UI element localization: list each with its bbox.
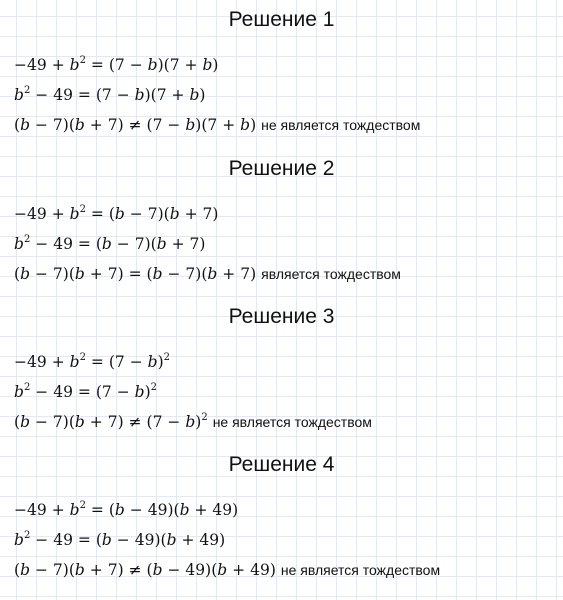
equation-math: $-49 + b^2 = (b - 7)(b + 7)$ — [14, 204, 219, 223]
equation-math: $-49 + b^2 = (7 - b)^2$ — [14, 352, 170, 371]
solution-heading: Решение 4 — [228, 453, 335, 476]
equation-line — [14, 85, 205, 105]
equation-math: $-49 + b^2 = (b - 49)(b + 49)$ — [14, 500, 239, 519]
solution-heading: Решение 1 — [228, 8, 335, 31]
equation-line — [14, 352, 170, 372]
equation-line — [14, 412, 372, 432]
equation-line — [14, 115, 420, 135]
equation-math: $(b - 7)(b + 7) \ne (7 - b)^2$ — [14, 412, 208, 431]
equation-math: (b − 7)(b + 7) ≠ (7 − b)(7 + b) — [14, 116, 257, 134]
equation-line — [14, 264, 401, 284]
equation-line — [14, 382, 157, 402]
equation-line — [14, 530, 225, 550]
equation-math: $b^2 - 49 = (7 - b)(7 + b)$ — [14, 85, 206, 104]
equation-math: (b − 7)(b + 7) = (b − 7)(b + 7) — [14, 265, 257, 283]
equation-math: $b^2 - 49 = (b - 49)(b + 49)$ — [14, 530, 226, 549]
identity-verdict: не является тождеством — [280, 562, 441, 578]
equation-math: $b^2 - 49 = (b - 7)(b + 7)$ — [14, 234, 206, 253]
equation-math: $b^2 - 49 = (7 - b)^2$ — [14, 382, 157, 401]
identity-verdict: не является тождеством — [261, 117, 421, 133]
equation-math: (b − 7)(b + 7) ≠ (b − 49)(b + 49) — [14, 561, 276, 579]
solution-heading: Решение 2 — [228, 157, 335, 180]
identity-verdict: является тождеством — [261, 266, 401, 282]
equation-line — [14, 560, 440, 580]
equation-math: $-49 + b^2 = (7 - b)(7 + b)$ — [14, 55, 219, 74]
equation-line — [14, 500, 238, 520]
solution-heading: Решение 3 — [228, 305, 335, 328]
identity-verdict: не является тождеством — [212, 414, 372, 430]
equation-line — [14, 55, 218, 75]
equation-line — [14, 234, 205, 254]
equation-line — [14, 204, 218, 224]
